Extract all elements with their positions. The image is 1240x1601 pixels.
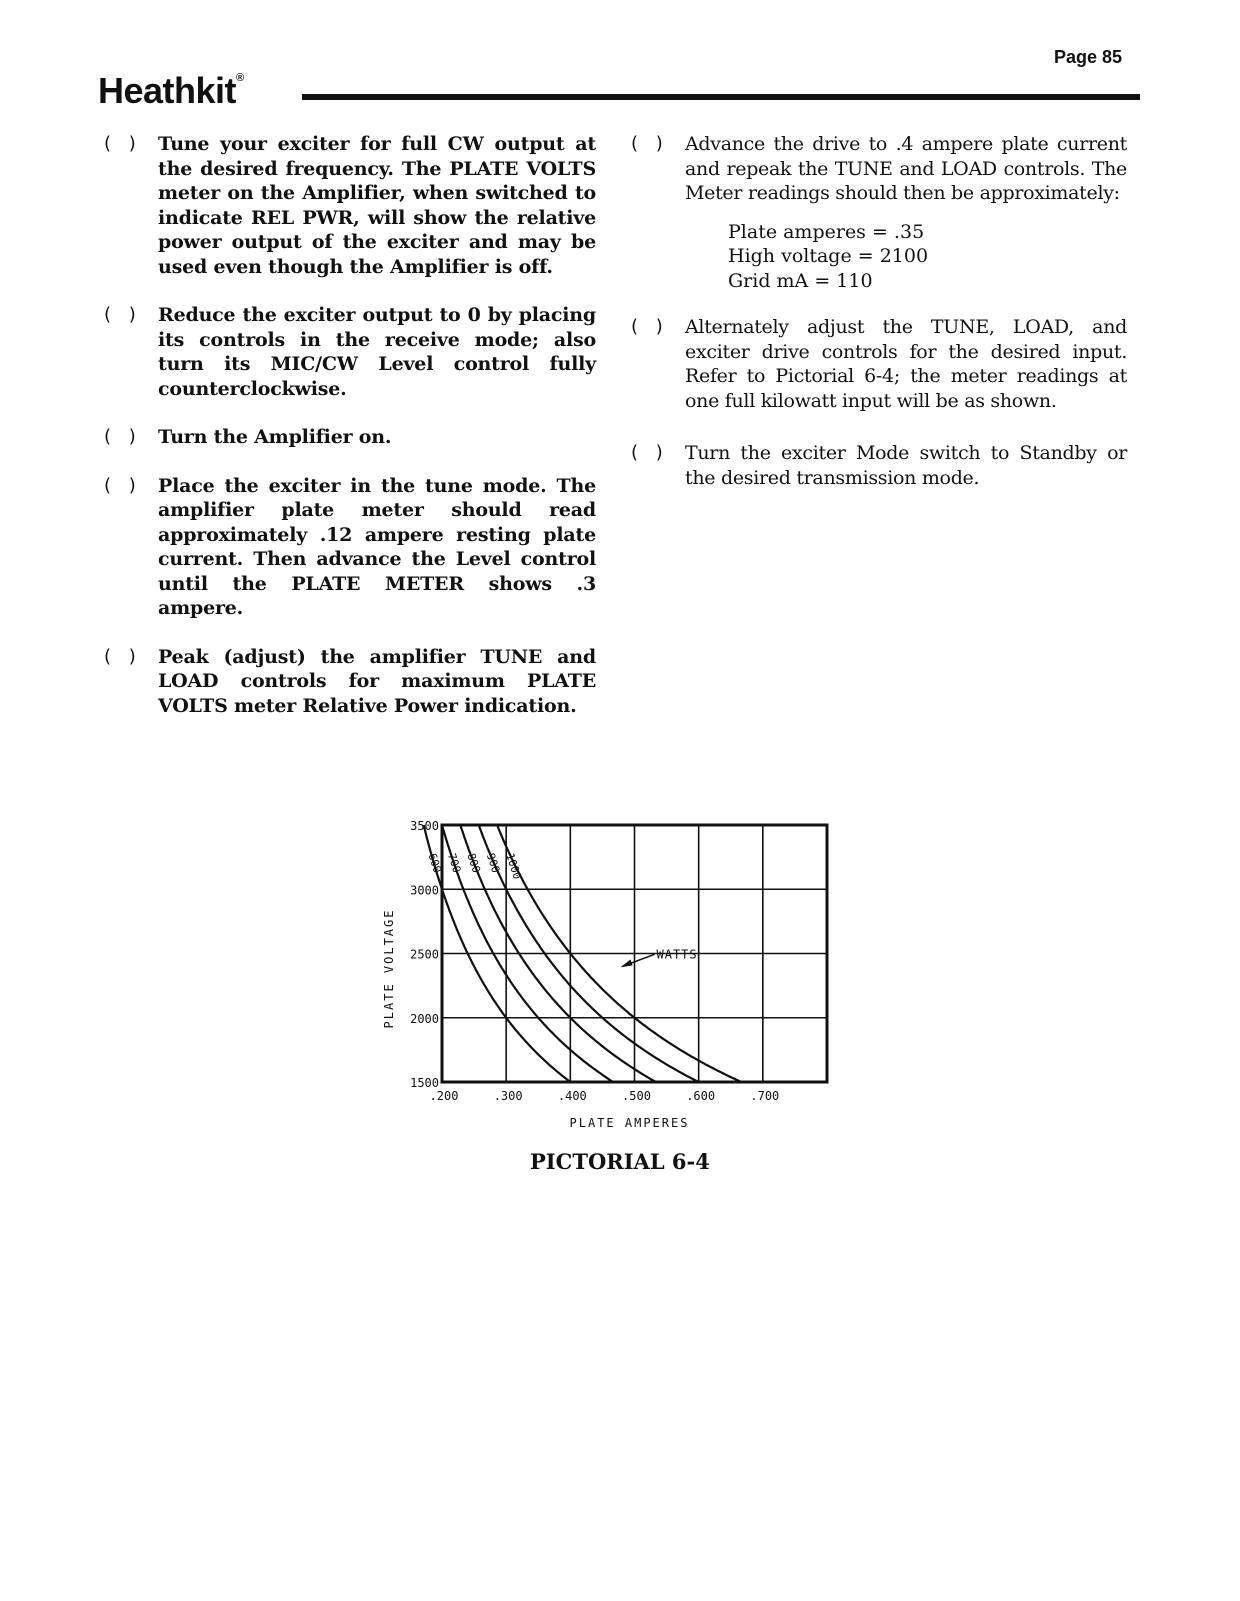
y-axis-label: PLATE VOLTAGE [382,908,396,1029]
registered-mark: ® [236,72,244,84]
series-label-800: 800 [464,851,483,875]
x-tick-label: .500 [622,1089,651,1103]
step-checkbox[interactable]: ( ) [104,645,142,667]
annotation-label: WATTS [656,947,698,962]
step [100,645,596,719]
step-text: Place the exciter in the tune mode. The amplifier plate meter should read approximately .12 ampere resting plate current. Then advance the Level control until the PLATE METER shows .3 ampere. [158,474,596,619]
figure-caption: PICTORIAL 6-4 [530,1149,710,1174]
step-text: Turn the Amplifier on. [158,426,392,448]
step-text: Reduce the exciter output to 0 by placing its controls in the receive mode; also turn its MIC/CW Level control fully counterclockwise. [158,304,596,400]
step [627,132,1127,206]
step-text: Alternately adjust the TUNE, LOAD, and exciter drive controls for the desired input. Refer to Pictorial 6-4; the meter readings at one full kilowatt input will be as shown. [685,316,1127,412]
logo-text: Heathkit [98,70,237,111]
step [627,315,1127,413]
step [100,425,596,450]
y-tick-label: 3000 [410,883,439,898]
step [100,132,596,279]
x-tick-label: .600 [686,1089,716,1103]
reading-plate-amperes: Plate amperes = .35 [728,220,925,243]
step-checkbox[interactable]: ( ) [631,133,669,154]
step-text: Peak (adjust) the amplifier TUNE and LOAD controls for maximum PLATE VOLTS meter Relative Power indication. [158,645,596,717]
annotation-arrowhead [621,959,633,967]
step-checkbox[interactable]: ( ) [631,442,669,463]
left-column [100,132,596,742]
step-text: Turn the exciter Mode switch to Standby or the desired transmission mode. [685,442,1127,489]
step-checkbox[interactable]: ( ) [631,316,669,337]
x-tick-label: .400 [557,1089,587,1103]
heathkit-logo [98,70,244,112]
series-label-700: 700 [444,851,464,875]
x-tick-label: .300 [493,1089,523,1103]
page-number: Page 85 [1053,47,1122,67]
x-tick-label: .700 [750,1089,780,1103]
step [627,441,1127,490]
step-checkbox[interactable]: ( ) [104,304,142,325]
header-rule [302,94,1140,100]
plate-voltage-chart [370,808,850,1148]
right-column [627,132,1127,518]
step-checkbox[interactable]: ( ) [104,133,142,154]
step-text: Advance the drive to .4 ampere plate current and repeak the TUNE and LOAD controls. The Meter readings should then be approximately: [685,133,1127,204]
series-label-600: 600 [425,851,444,875]
x-axis-label: PLATE AMPERES [569,1116,690,1130]
chart-svg [370,808,850,1148]
series-label-900: 900 [483,851,503,875]
step-checkbox[interactable]: ( ) [104,474,142,496]
y-tick-label: 1500 [410,1076,439,1090]
y-tick-label: 2500 [410,947,439,962]
step [100,474,596,621]
step-checkbox[interactable]: ( ) [104,426,142,447]
reading-high-voltage: High voltage = 2100 [728,245,929,267]
meter-readings [728,220,1127,294]
series-label-1000: 1000 [503,851,524,881]
y-tick-label: 2000 [410,1011,439,1026]
y-tick-label: 3500 [410,819,439,833]
x-tick-label: .200 [429,1089,459,1103]
reading-grid-ma: Grid mA = 110 [728,269,873,292]
step-text: Tune your exciter for full CW output at the desired frequency. The PLATE VOLTS meter on the Amplifier, when switched to indicate REL PWR, will show the relative power output of the exciter and may be used even though the Amplifier is off. [158,133,596,278]
step [100,303,596,401]
